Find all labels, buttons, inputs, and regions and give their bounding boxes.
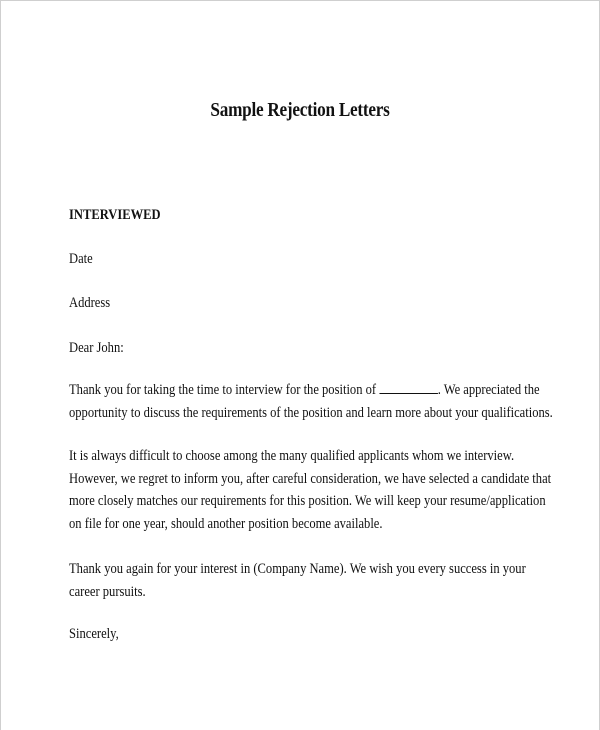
salutation-line — [69, 337, 521, 360]
date-line — [69, 248, 521, 271]
section-heading — [69, 204, 521, 227]
paragraph2-line1-text: It is always difficult to choose among the many qualified applicants whom we interview. — [69, 448, 515, 464]
document-title: Sample Rejection Letters — [210, 99, 390, 121]
position-blank-line — [379, 380, 437, 394]
paragraph1-line2 — [69, 402, 553, 425]
address-line — [69, 292, 521, 315]
paragraph-position-thanks — [69, 379, 553, 424]
paragraph2-line3-text: more closely matches our requirements for this position. We will keep your resume/application — [69, 493, 546, 509]
date-label: Date — [69, 251, 93, 267]
paragraph3-line1-text: Thank you again for your interest in (Company Name). We wish you every success in your — [69, 561, 526, 577]
closing-line — [69, 623, 521, 646]
paragraph1-text-before-blank: Thank you for taking the time to interview for the position of — [69, 382, 377, 398]
salutation-text: Dear John: — [69, 340, 124, 356]
closing-text: Sincerely, — [69, 626, 119, 642]
paragraph2-line4-text: on file for one year, should another position become available. — [69, 515, 383, 532]
paragraph3-line2-text: career pursuits. — [69, 583, 146, 600]
paragraph2-line2-text: However, we regret to inform you, after careful consideration, we have selected a candidate that — [69, 470, 552, 487]
paragraph-closing-thanks — [69, 558, 526, 603]
paragraph2-line1 — [69, 445, 521, 468]
paragraph1-text-after-blank: . We appreciated the — [437, 382, 540, 398]
paragraph-rejection — [69, 445, 552, 535]
paragraph1-line1 — [69, 379, 540, 402]
paragraph2-line2 — [69, 468, 552, 491]
section-heading-text: INTERVIEWED — [69, 207, 161, 223]
paragraph3-line2 — [69, 581, 521, 604]
paragraph1-line2-text: opportunity to discuss the requirements of the position and learn more about your qualifications. — [69, 404, 553, 421]
paragraph3-line1 — [69, 558, 526, 581]
paragraph2-line4 — [69, 513, 521, 536]
paragraph2-line3 — [69, 490, 546, 513]
address-label: Address — [69, 295, 111, 311]
